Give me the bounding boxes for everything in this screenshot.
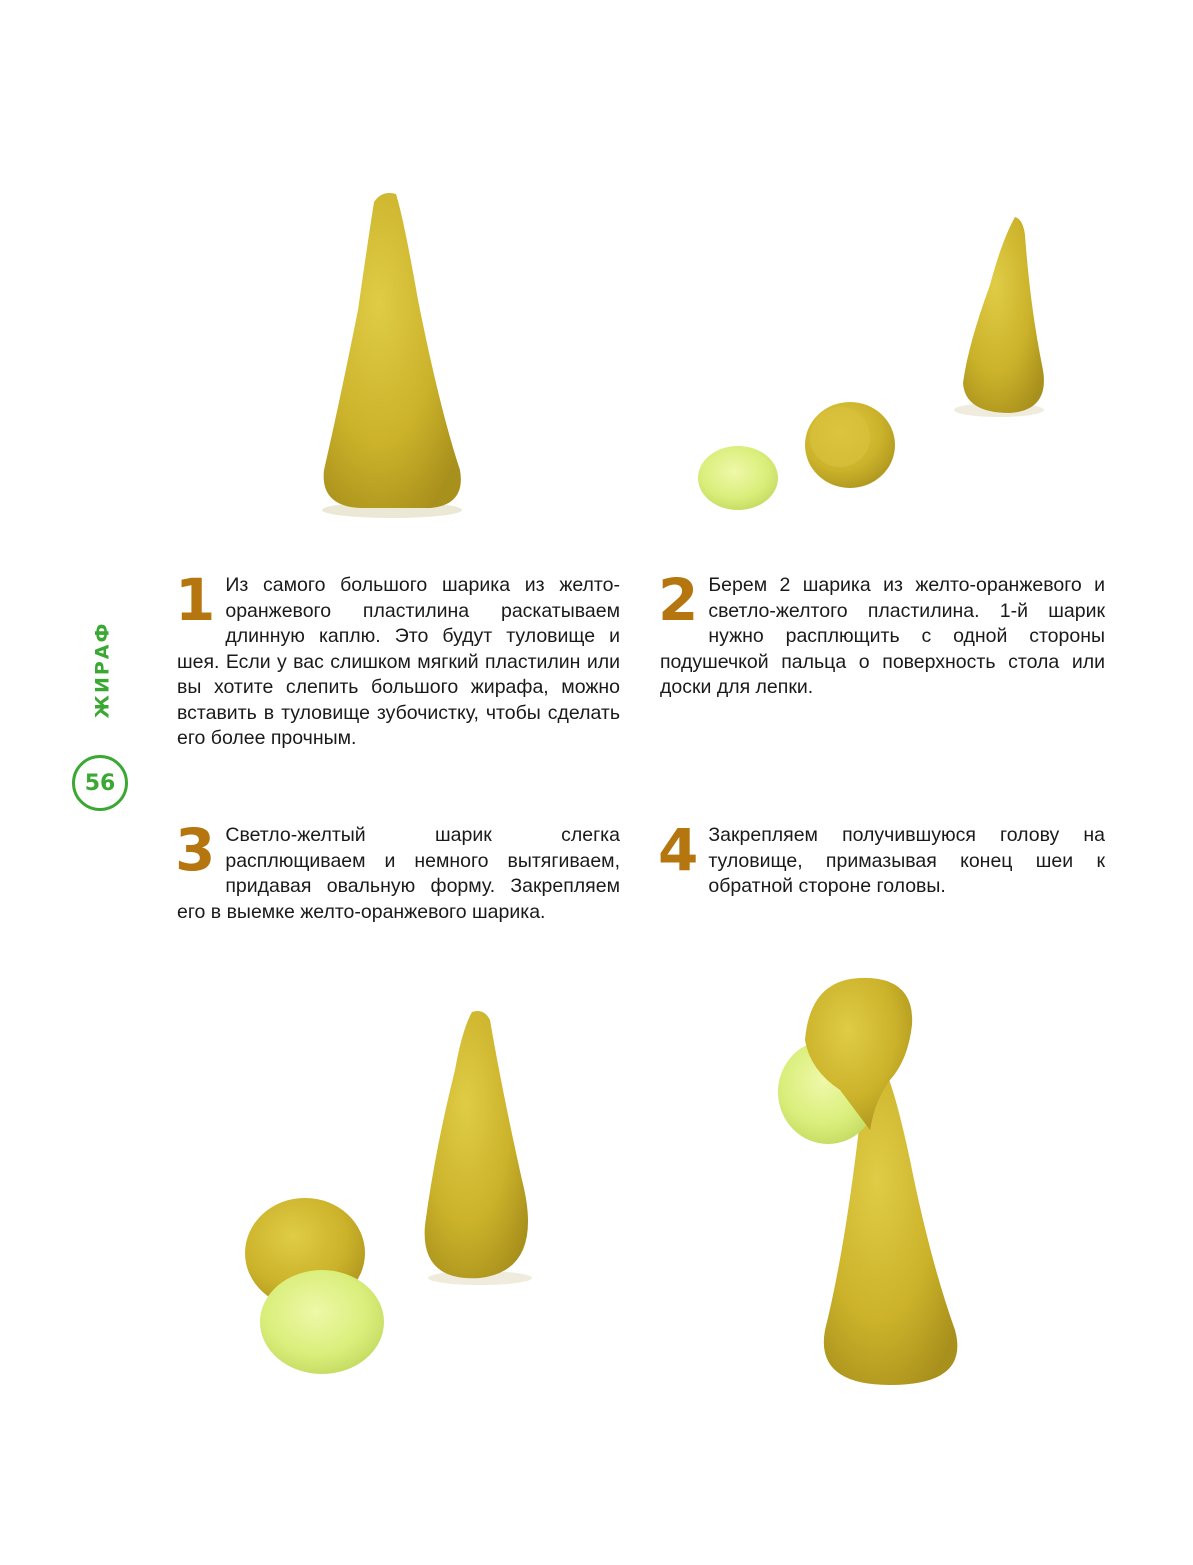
- step-text: Светло-желтый шарик слегка расплющиваем и немного вытягиваем, придавая овальную форму. Закрепляем его в выемке желто-оранжевого шарика.: [177, 824, 620, 923]
- step-text: Закрепляем получившуюся голову на туловище, примазывая конец шеи к обратной стороне головы.: [708, 824, 1105, 897]
- step-number: 3: [175, 816, 216, 884]
- page-number: 56: [72, 755, 128, 811]
- step-text: Из самого большого шарика из желто-оранжевого пластилина раскатываем длинную каплю. Это будут туловище и шея. Если у вас слишком мягкий пластилин или вы хотите слепить большого жирафа, можно вставить в туловище зубочистку, чтобы сделать его более прочным.: [177, 574, 620, 749]
- step2-photo: [690, 205, 1070, 520]
- step-number: 4: [658, 816, 699, 884]
- step-2: [658, 566, 1105, 701]
- step-4: [658, 816, 1105, 900]
- step1-photo: [300, 180, 490, 520]
- section-title: ЖИРАФ: [91, 621, 114, 719]
- step-1: [175, 566, 620, 752]
- step3-photo: [240, 1000, 560, 1385]
- step-3: [175, 816, 620, 925]
- step-text: Берем 2 шарика из желто-оранжевого и светло-желтого пластилина. 1-й шарик нужно расплющить с одной стороны подушечкой пальца о поверхность стола или доски для лепки.: [660, 574, 1105, 698]
- step-number: 2: [658, 566, 699, 634]
- step4-photo: [770, 970, 985, 1390]
- step-number: 1: [175, 566, 216, 634]
